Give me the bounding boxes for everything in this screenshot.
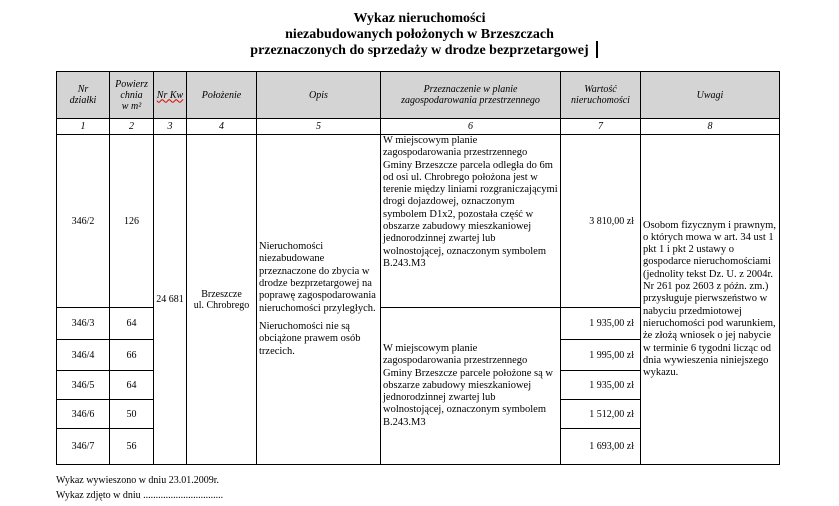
cell-wartosc: 1 935,00 zł [561,308,641,340]
cell-dzialka: 346/4 [57,340,110,371]
title-line-1: Wykaz nieruchomości [353,11,486,26]
cell-dzialka: 346/3 [57,308,110,340]
cell-wartosc: 3 810,00 zł [561,135,641,308]
text-cursor [596,41,598,58]
opis-paragraph-2: Nieruchomości nie są obciążone prawem osób trzecich. [259,320,361,357]
header-przeznaczenie: Przeznaczenie w planie zagospodarowania przestrzennego [381,72,561,119]
cell-wartosc: 1 995,00 zł [561,340,641,371]
header-nr-dzialki: Nr działki [57,72,110,119]
opis-paragraph-1: Nieruchomości niezabudowane przeznaczone do zbycia w drodze bezprzetargowej na poprawę zagospodarowania nieruchomości przyległych. [259,241,376,314]
header-opis: Opis [257,72,381,119]
table-row [57,135,780,308]
column-number: 1 [57,119,110,135]
cell-wartosc: 1 935,00 zł [561,371,641,400]
column-number-row [57,119,780,135]
footer-posted: Wykaz wywieszono w dniu 23.01.2009r. [56,475,219,486]
title-line-2: niezabudowanych położonych w Brzeszczach [285,27,554,42]
column-number: 4 [187,119,257,135]
cell-powierzchnia: 50 [110,400,154,429]
cell-powierzchnia: 126 [110,135,154,308]
header-powierzchnia: Powierz chnia w m² [110,72,154,119]
cell-powierzchnia: 66 [110,340,154,371]
column-number: 6 [381,119,561,135]
cell-nr-kw: 24 681 [154,135,187,465]
column-number: 3 [154,119,187,135]
cell-dzialka: 346/2 [57,135,110,308]
cell-wartosc: 1 512,00 zł [561,400,641,429]
cell-dzialka: 346/5 [57,371,110,400]
header-wartosc: Wartość nieruchomości [561,72,641,119]
header-nr-kw: Nr Kw [154,72,187,119]
cell-powierzchnia: 64 [110,308,154,340]
cell-powierzchnia: 64 [110,371,154,400]
cell-polozenie: Brzeszcze ul. Chrobrego [187,135,257,465]
column-number: 8 [641,119,780,135]
footer-removed: Wykaz zdjęto w dniu ................................ [56,490,224,501]
header-uwagi: Uwagi [641,72,780,119]
cell-wartosc: 1 693,00 zł [561,429,641,465]
column-number: 7 [561,119,641,135]
title-line-3: przeznaczonych do sprzedaży w drodze bezprzetargowej [250,43,589,58]
cell-opis [257,135,381,465]
column-number: 2 [110,119,154,135]
cell-przeznaczenie-2: W miejscowym planie zagospodarowania przestrzennego Gminy Brzeszcze parcele położone są w obszarze zabudowy mieszkaniowej jednorodzinnej zwartej lub wolnostojącej, oznaczonym symbolem B.243.M3 [381,308,561,465]
property-table [56,71,780,465]
cell-uwagi: Osobom fizycznym i prawnym, o których mowa w art. 34 ust 1 pkt 1 i pkt 2 ustawy o gospodarce nieruchomościami (jednolity tekst Dz. U. z 2004r. Nr 261 poz 2603 z późn. zm.) przysługuje pierwszeństwo w nabyciu przedmiotowej nieruchomości pod warunkiem, że złożą wniosek o jej nabycie w terminie 6 tygodni licząc od dnia wywieszenia niniejszego wykazu. [641,135,780,465]
header-row [57,72,780,119]
cell-przeznaczenie-1: W miejscowym planie zagospodarowania przestrzennego Gminy Brzeszcze parcela odległa do 6m od osi ul. Chrobrego położona jest w terenie między liniami rozgraniczającymi drogi dojazdowej, oznaczonym symbolem D1x2, pozostała część w obszarze zabudowy mieszkaniowej jednorodzinnej zwartej lub wolnostojącej, oznaczonym symbolem B.243.M3 [381,135,561,308]
header-polozenie: Położenie [187,72,257,119]
cell-dzialka: 346/6 [57,400,110,429]
column-number: 5 [257,119,381,135]
cell-powierzchnia: 56 [110,429,154,465]
cell-dzialka: 346/7 [57,429,110,465]
